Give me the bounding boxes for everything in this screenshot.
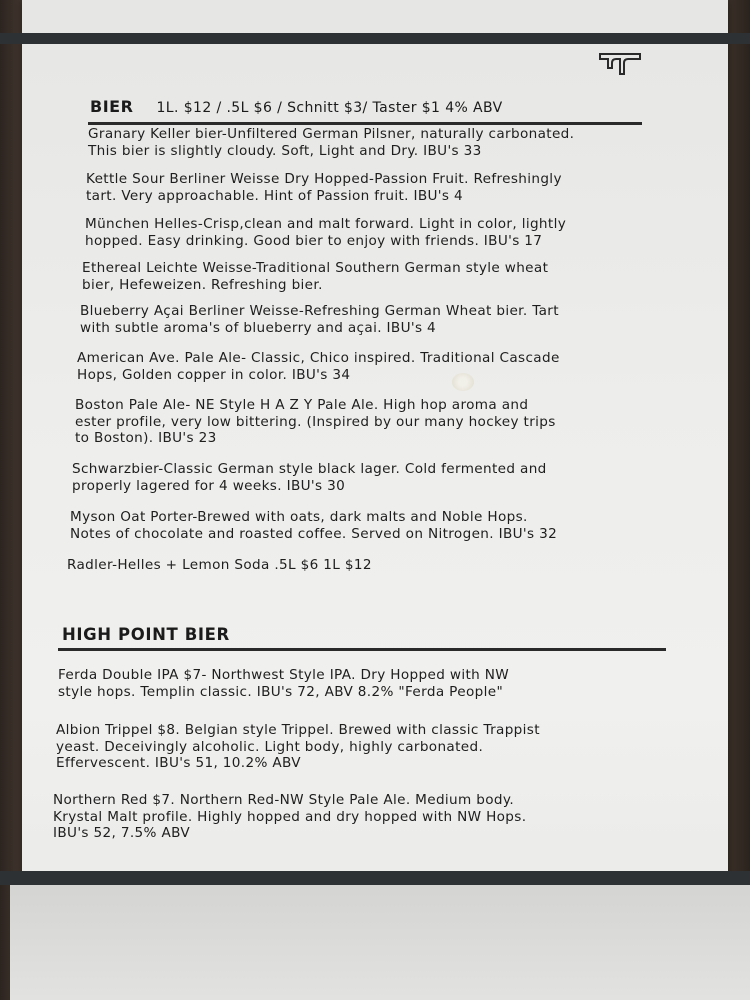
menu-item — [70, 509, 557, 542]
menu-item-line: American Ave. Pale Ale- Classic, Chico inspired. Traditional Cascade — [77, 350, 560, 366]
menu-item-line: bier, Hefeweizen. Refreshing bier. — [82, 276, 323, 293]
menu-item — [82, 260, 548, 293]
menu-item — [85, 216, 566, 249]
menu-item-line: Northern Red $7. Northern Red-NW Style Pale Ale. Medium body. — [53, 792, 515, 808]
menu-item — [88, 126, 574, 159]
menu-item-line: yeast. Deceivingly alcoholic. Light body, highly carbonated. — [56, 738, 484, 755]
menu-item-line: tart. Very approachable. Hint of Passion fruit. IBU's 4 — [86, 187, 464, 204]
bier-title: BIER — [90, 97, 134, 116]
menu-item — [53, 792, 526, 842]
menu-item — [75, 397, 556, 447]
menu-item-line: style hops. Templin classic. IBU's 72, ABV 8.2% "Ferda People" — [58, 683, 504, 700]
menu-item-line: with subtle aroma's of blueberry and açai. IBU's 4 — [80, 319, 437, 336]
menu-item-line: Blueberry Açai Berliner Weisse-Refreshing German Wheat bier. Tart — [80, 303, 559, 319]
menu-item-line: Albion Trippel $8. Belgian style Trippel. Brewed with classic Trappist — [56, 722, 540, 738]
menu-item — [77, 350, 560, 383]
menu-item — [72, 461, 547, 494]
menu-item-line: This bier is slightly cloudy. Soft, Light and Dry. IBU's 33 — [88, 142, 482, 159]
menu-item-line: Boston Pale Ale- NE Style H A Z Y Pale Ale. High hop aroma and — [75, 397, 529, 413]
high-point-title: HIGH POINT BIER — [62, 625, 230, 644]
bier-prices: 1L. $12 / .5L $6 / Schnitt $3/ Taster $1 4% ABV — [156, 100, 503, 116]
menu-item-line: IBU's 52, 7.5% ABV — [53, 825, 191, 841]
menu-item-line: Notes of chocolate and roasted coffee. Served on Nitrogen. IBU's 32 — [70, 525, 558, 542]
menu-item-line: Kettle Sour Berliner Weisse Dry Hopped-Passion Fruit. Refreshingly — [86, 171, 562, 187]
bier-header — [90, 97, 503, 116]
menu-item-line: Hops, Golden copper in color. IBU's 34 — [77, 366, 351, 383]
menu-item-line: Radler-Helles + Lemon Soda .5L $6 1L $12 — [67, 557, 372, 573]
menu-item — [56, 722, 540, 772]
menu-item — [80, 303, 559, 336]
menu-item-line: Krystal Malt profile. Highly hopped and dry hopped with NW Hops. — [53, 808, 527, 825]
menu-item-line: ester profile, very low bittering. (Inspired by our many hockey trips — [75, 413, 556, 430]
menu-item-line: Schwarzbier-Classic German style black lager. Cold fermented and — [72, 461, 547, 477]
menu-item-line: Myson Oat Porter-Brewed with oats, dark malts and Noble Hops. — [70, 509, 528, 525]
menu-item-line: Ferda Double IPA $7- Northwest Style IPA. Dry Hopped with NW — [58, 667, 510, 683]
menu-item-line: hopped. Easy drinking. Good bier to enjoy with friends. IBU's 17 — [85, 232, 543, 249]
high-point-rule — [58, 648, 666, 651]
menu-item-line: Granary Keller bier-Unfiltered German Pilsner, naturally carbonated. — [88, 126, 575, 142]
menu-item-line: Ethereal Leichte Weisse-Traditional Southern German style wheat — [82, 260, 549, 276]
menu-item-line: properly lagered for 4 weeks. IBU's 30 — [72, 477, 346, 494]
menu-item-line: to Boston). IBU's 23 — [75, 430, 217, 446]
menu-item — [67, 557, 372, 574]
menu-item-line: Effervescent. IBU's 51, 10.2% ABV — [56, 755, 301, 771]
menu-item — [58, 667, 509, 700]
menu-item-line: München Helles-Crisp,clean and malt forward. Light in color, lightly — [85, 216, 567, 232]
bier-rule — [88, 122, 642, 125]
menu-item — [86, 171, 562, 204]
